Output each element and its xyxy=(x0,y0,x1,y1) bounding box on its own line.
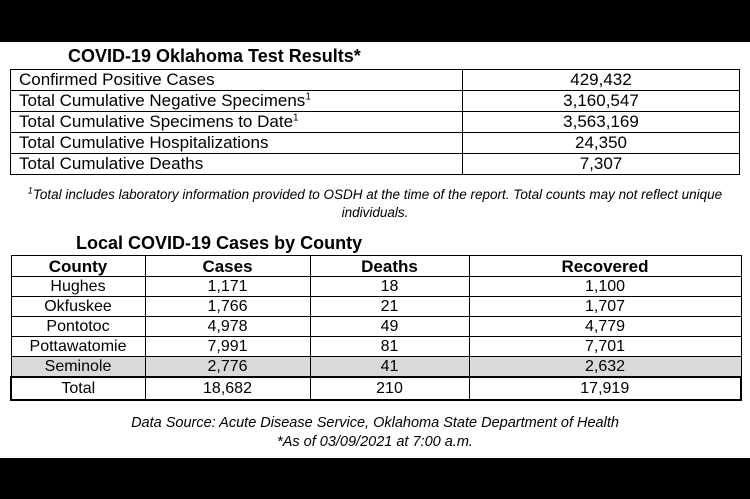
table-row xyxy=(11,133,740,154)
county-table xyxy=(10,255,742,401)
row-value: 24,350 xyxy=(463,133,740,154)
total-label: Total xyxy=(11,377,145,400)
row-value: 429,432 xyxy=(463,70,740,91)
county-name: Pottawatomie xyxy=(11,337,145,357)
cases-cell: 1,766 xyxy=(145,297,310,317)
cases-cell: 1,171 xyxy=(145,277,310,297)
column-header-recovered: Recovered xyxy=(469,256,741,277)
total-cases: 18,682 xyxy=(145,377,310,400)
row-value: 3,160,547 xyxy=(463,91,740,112)
recovered-cell: 7,701 xyxy=(469,337,741,357)
report-sheet xyxy=(0,42,750,458)
county-name: Hughes xyxy=(11,277,145,297)
row-label: Total Cumulative Negative Specimens$^1$ xyxy=(11,91,463,112)
footnote-ref: 1 xyxy=(293,112,299,124)
recovered-cell: 1,100 xyxy=(469,277,741,297)
column-header-deaths: Deaths xyxy=(310,256,469,277)
deaths-cell: 49 xyxy=(310,317,469,337)
header-row xyxy=(11,256,741,277)
recovered-cell: 2,632 xyxy=(469,357,741,378)
cases-cell: 4,978 xyxy=(145,317,310,337)
table-row xyxy=(11,277,741,297)
table-row xyxy=(11,317,741,337)
deaths-cell: 41 xyxy=(310,357,469,378)
as-of-line: *As of 03/09/2021 at 7:00 a.m. xyxy=(277,434,473,450)
test-results-title: COVID-19 Oklahoma Test Results* xyxy=(68,46,361,66)
source-line: Data Source: Acute Disease Service, Oklahoma State Department of Health xyxy=(131,415,619,431)
county-name: Okfuskee xyxy=(11,297,145,317)
row-label: Confirmed Positive Cases xyxy=(11,70,463,91)
table-row xyxy=(11,297,741,317)
column-header-cases: Cases xyxy=(145,256,310,277)
table-row xyxy=(11,91,740,112)
row-value: 3,563,169 xyxy=(463,112,740,133)
county-title: Local COVID-19 Cases by County xyxy=(76,233,363,253)
footnote: $^1$Total includes laboratory information provided to OSDH at the time of the report. Total counts may not reflect unique individuals. xyxy=(27,185,723,220)
row-label: Total Cumulative Deaths xyxy=(11,154,463,175)
footnote-mark: 1 xyxy=(27,185,33,196)
test-results-table xyxy=(10,69,740,175)
deaths-cell: 81 xyxy=(310,337,469,357)
recovered-cell: 1,707 xyxy=(469,297,741,317)
data-source xyxy=(0,414,750,452)
deaths-cell: 21 xyxy=(310,297,469,317)
column-header-county: County xyxy=(11,256,145,277)
row-value: 7,307 xyxy=(463,154,740,175)
deaths-cell: 18 xyxy=(310,277,469,297)
table-row xyxy=(11,112,740,133)
table-row xyxy=(11,70,740,91)
recovered-cell: 4,779 xyxy=(469,317,741,337)
total-row xyxy=(11,377,741,400)
cases-cell: 7,991 xyxy=(145,337,310,357)
cases-cell: 2,776 xyxy=(145,357,310,378)
table-row xyxy=(11,154,740,175)
table-row xyxy=(11,337,741,357)
row-label: Total Cumulative Hospitalizations xyxy=(11,133,463,154)
footnote-ref: 1 xyxy=(305,91,311,103)
table-row-highlighted xyxy=(11,357,741,378)
county-name: Seminole xyxy=(11,357,145,378)
row-label: Total Cumulative Specimens to Date$^1$ xyxy=(11,112,463,133)
county-name: Pontotoc xyxy=(11,317,145,337)
total-deaths: 210 xyxy=(310,377,469,400)
total-recovered: 17,919 xyxy=(469,377,741,400)
